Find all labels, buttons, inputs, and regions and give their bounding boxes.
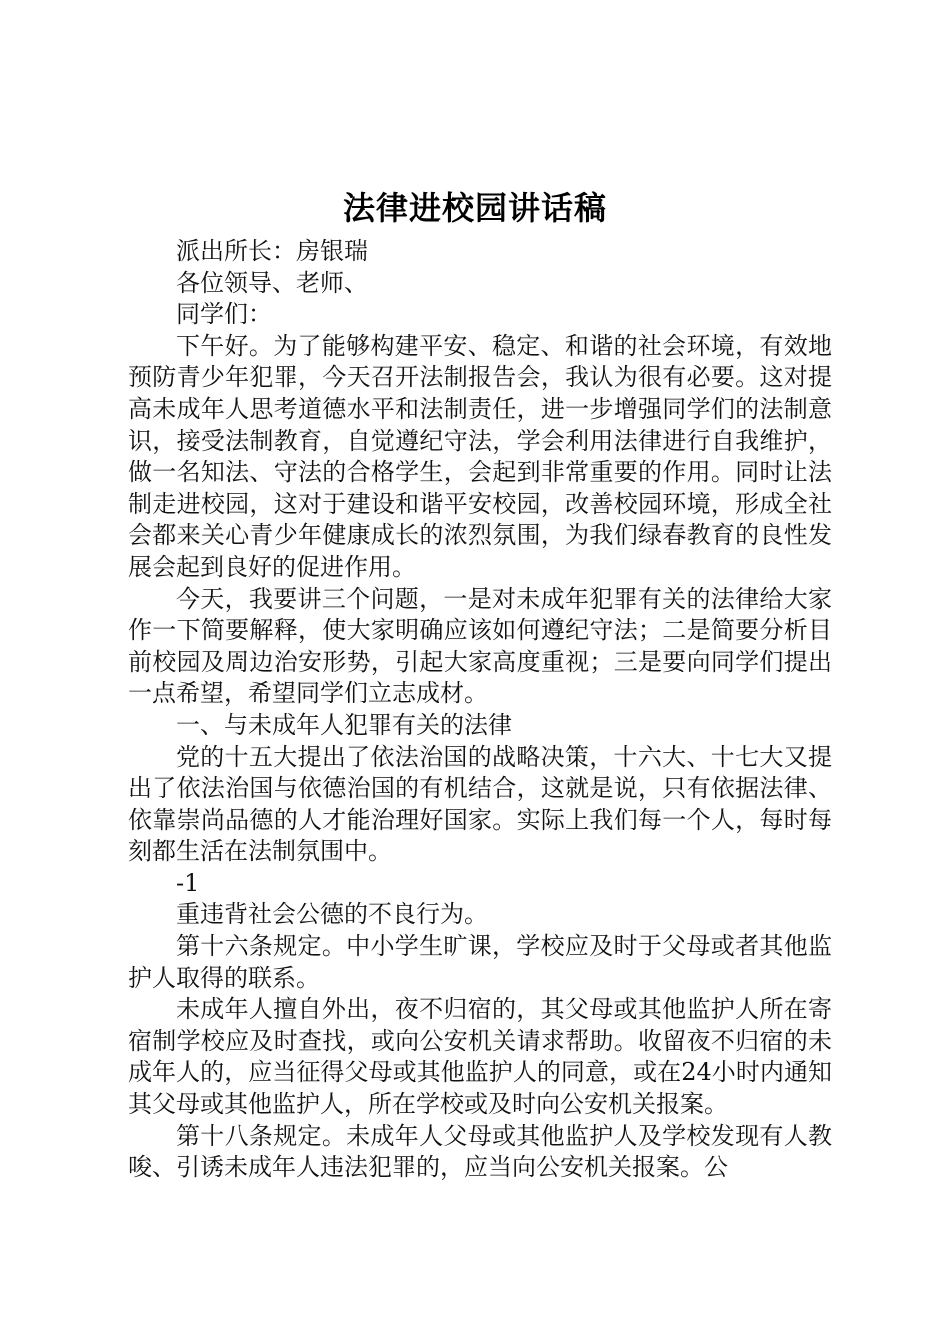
speaker-line: 派出所长：房银瑞 <box>176 237 368 265</box>
salutation-line-2: 同学们： <box>176 300 272 329</box>
document-title: 法律进校园讲话稿 <box>342 189 607 227</box>
salutation-line-1: 各位领导、老师、 <box>176 268 368 297</box>
body-paragraph: 今天，我要讲三个问题，一是对未成年犯罪有关的法律给大家作一下简要解释，使大家明确应该如何遵纪守法；二是简要分析目前校园及周边治安形势，引起大家高度重视；三是要向同学们提出一点希望，希望同学们立志成材。 <box>128 584 832 708</box>
body-paragraph: 未成年人擅自外出，夜不归宿的，其父母或其他监护人所在寄宿制学校应及时查找，或向公安机关请求帮助。收留夜不归宿的未成年人的，应当征得父母或其他监护人的同意，或在24小时内通知其父母或其他监护人，所在学校或及时向公安机关报案。 <box>128 995 832 1119</box>
body-paragraph: 党的十五大提出了依法治国的战略决策，十六大、十七大又提出了依法治国与依德治国的有机结合，这就是说，只有依据法律、依靠崇尚品德的人才能治理好国家。实际上我们每一个人，每时每刻都生活在法制氛围中。 <box>128 742 832 866</box>
body-fragment: 重违背社会公德的不良行为。 <box>176 900 488 929</box>
body-paragraph: 第十八条规定。未成年人父母或其他监护人及学校发现有人教唆、引诱未成年人违法犯罪的，应当向公安机关报案。公 <box>128 1121 832 1182</box>
page-number: -1 <box>176 868 200 897</box>
document-body <box>128 236 832 1184</box>
section-heading: 一、与未成年人犯罪有关的法律 <box>176 710 512 739</box>
body-paragraph: 第十六条规定。中小学生旷课，学校应及时于父母或者其他监护人取得的联系。 <box>128 932 832 992</box>
body-paragraph: 下午好。为了能够构建平安、稳定、和谐的社会环境，有效地预防青少年犯罪，今天召开法制报告会，我认为很有必要。这对提高未成年人思考道德水平和法制责任，进一步增强同学们的法制意识，接受法制教育，自觉遵纪守法，学会利用法律进行自我维护，做一名知法、守法的合格学生，会起到非常重要的作用。同时让法制走进校园，这对于建设和谐平安校园，改善校园环境，形成全社会都来关心青少年健康成长的浓烈氛围，为我们绿春教育的良性发展会起到良好的促进作用。 <box>128 331 832 581</box>
